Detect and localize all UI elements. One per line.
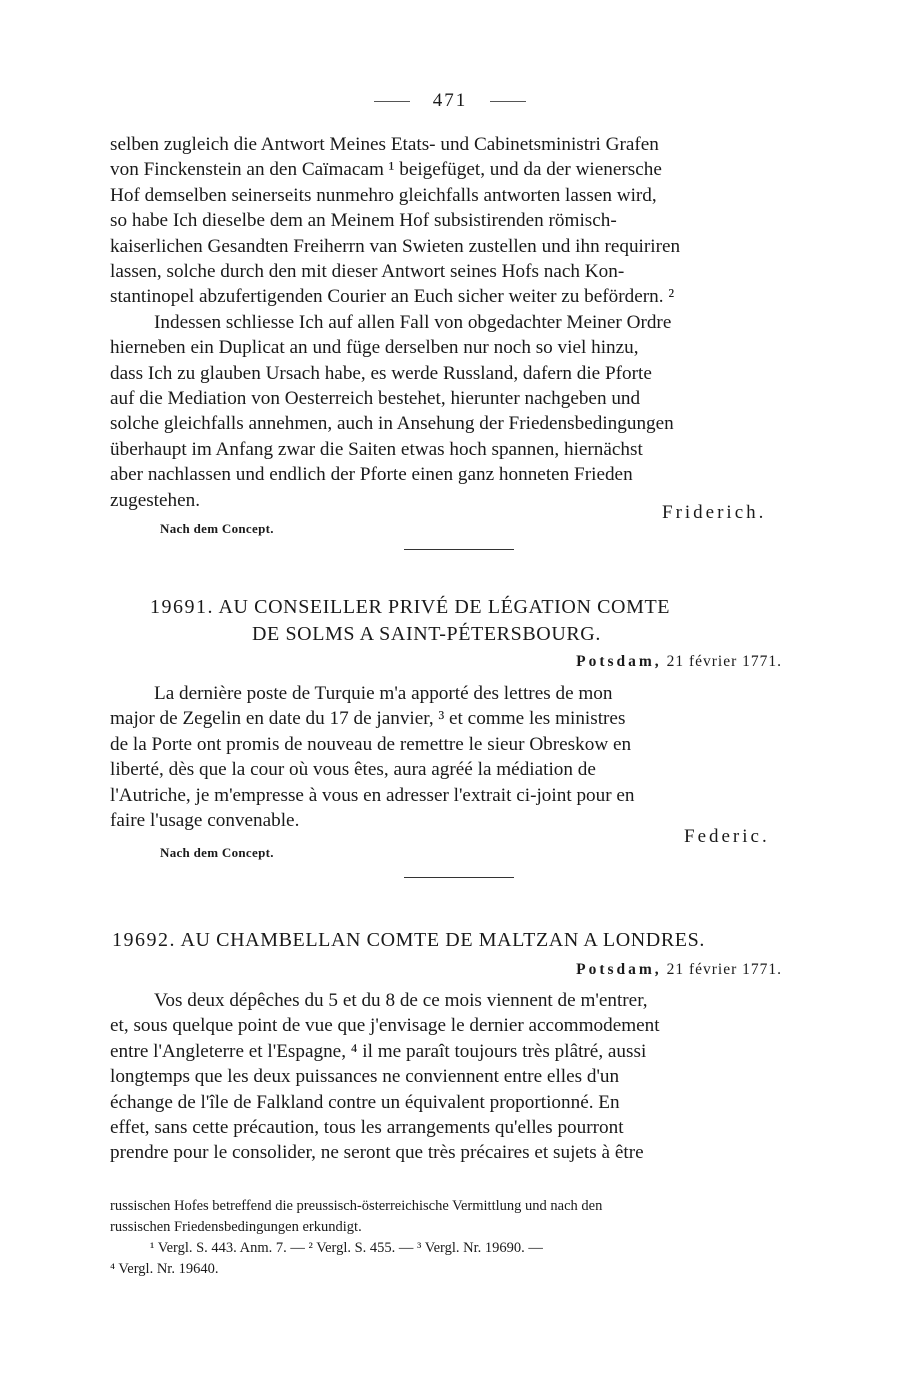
page-header [0,90,900,112]
letter-19691-text [110,681,806,833]
text-line: so habe Ich dieselbe dem an Meinem Hof subsistirenden römisch- [110,210,617,232]
text-line: zugestehen. [110,489,201,511]
letter-continuation-text [110,132,806,513]
text-line: prendre pour le consolider, ne seront que très précaires et sujets à être [110,1142,644,1164]
footnote-references: ⁴ Vergl. Nr. 19640. [110,1261,219,1277]
signature-federic: Federic. [684,826,770,847]
source-note: Nach dem Concept. [160,521,274,536]
text-line: et, sous quelque point de vue que j'envisage le dernier accommodement [110,1015,660,1037]
text-line: entre l'Angleterre et l'Espagne, ⁴ il me paraît toujours très plâtré, aussi [110,1040,647,1062]
text-line: solche gleichfalls annehmen, auch in Ansehung der Friedensbedingungen [110,413,674,435]
text-line: de la Porte ont promis de nouveau de remettre le sieur Obreskow en [110,733,632,755]
dateline [576,961,782,979]
footnote-references: ¹ Vergl. S. 443. Anm. 7. — ² Vergl. S. 455. — ³ Vergl. Nr. 19690. — [150,1240,543,1256]
text-line: selben zugleich die Antwort Meines Etats- und Cabinetsministri Grafen [110,134,659,155]
document-number: 19691. [150,596,214,618]
text-line: l'Autriche, je m'empresse à vous en adresser l'extrait ci-joint pour en [110,784,635,806]
document-number: 19692. [112,929,176,951]
signature-friderich: Friderich. [662,502,767,523]
footnote-carryover: russischen Hofes betreffend die preussisch-österreichische Vermittlung und nach den [110,1198,603,1214]
text-line: longtemps que les deux puissances ne conviennent entre elles d'un [110,1066,620,1088]
document-heading-19691-line2 [252,621,601,648]
text-line: échange de l'île de Falkland contre un équivalent proportionné. En [110,1091,620,1113]
heading-line: DE SOLMS A SAINT-PÉTERSBOURG. [252,623,601,645]
text-line: faire l'usage convenable. [110,810,300,832]
dateline [576,653,782,671]
text-line: Vos deux dépêches du 5 et du 8 de ce mois viennent de m'entrer, [154,990,648,1011]
dateline-place: Potsdam, [576,653,662,670]
text-line: auf die Mediation von Oesterreich bestehet, hierunter nachgeben und [110,388,641,410]
footnotes [110,1196,806,1280]
section-separator [404,549,514,550]
page-number: 471 [432,90,468,111]
dateline-date: 21 février 1771. [666,653,782,670]
text-line: dass Ich zu glauben Ursach habe, es werde Russland, dafern die Pforte [110,362,652,384]
letter-19692-text [110,988,806,1166]
text-line: lassen, solche durch den mit dieser Antwort seines Hofs nach Kon- [110,261,625,283]
text-line-content: La dernière poste de Turquie m'a apporté des lettres de mon [154,683,613,704]
text-line: von Finckenstein an den Caïmacam ¹ beigefüget, und da der wienersche [110,159,662,181]
document-heading-19692 [112,927,705,954]
source-note: Nach dem Concept. [160,845,274,860]
header-rule-left [374,101,410,102]
header-rule-right [490,101,526,102]
text-line: effet, sans cette précaution, tous les arrangements qu'elles pourront [110,1117,624,1139]
section-separator [404,877,514,878]
dateline-place: Potsdam, [576,961,662,978]
text-line: überhaupt im Anfang zwar die Saiten etwas hoch spannen, hiernächst [110,438,643,460]
dateline-date: 21 février 1771. [666,961,782,978]
document-heading-19691 [150,594,670,621]
text-line: major de Zegelin en date du 17 de janvier, ³ et comme les ministres [110,708,626,730]
text-line: kaiserlichen Gesandten Freiherrn van Swieten zustellen und ihn requiriren [110,235,681,257]
footnote-carryover: russischen Friedensbedingungen erkundigt. [110,1219,362,1235]
text-line: aber nachlassen und endlich der Pforte einen ganz honneten Frieden [110,464,633,486]
text-line: stantinopel abzufertigenden Courier an Euch sicher weiter zu befördern. ² [110,286,675,308]
text-line: Indessen schliesse Ich auf allen Fall von obgedachter Meiner Ordre [154,311,672,333]
heading-line: AU CHAMBELLAN COMTE DE MALTZAN A LONDRES. [180,929,705,951]
text-line: hierneben ein Duplicat an und füge derselben nur noch so viel hinzu, [110,337,639,359]
text-line: liberté, dès que la cour où vous êtes, aura agréé la médiation de [110,759,596,781]
text-line: Hof demselben seinerseits nunmehro gleichfalls antworten lassen wird, [110,184,657,206]
text-line [110,681,806,706]
heading-line: AU CONSEILLER PRIVÉ DE LÉGATION COMTE [218,596,671,618]
